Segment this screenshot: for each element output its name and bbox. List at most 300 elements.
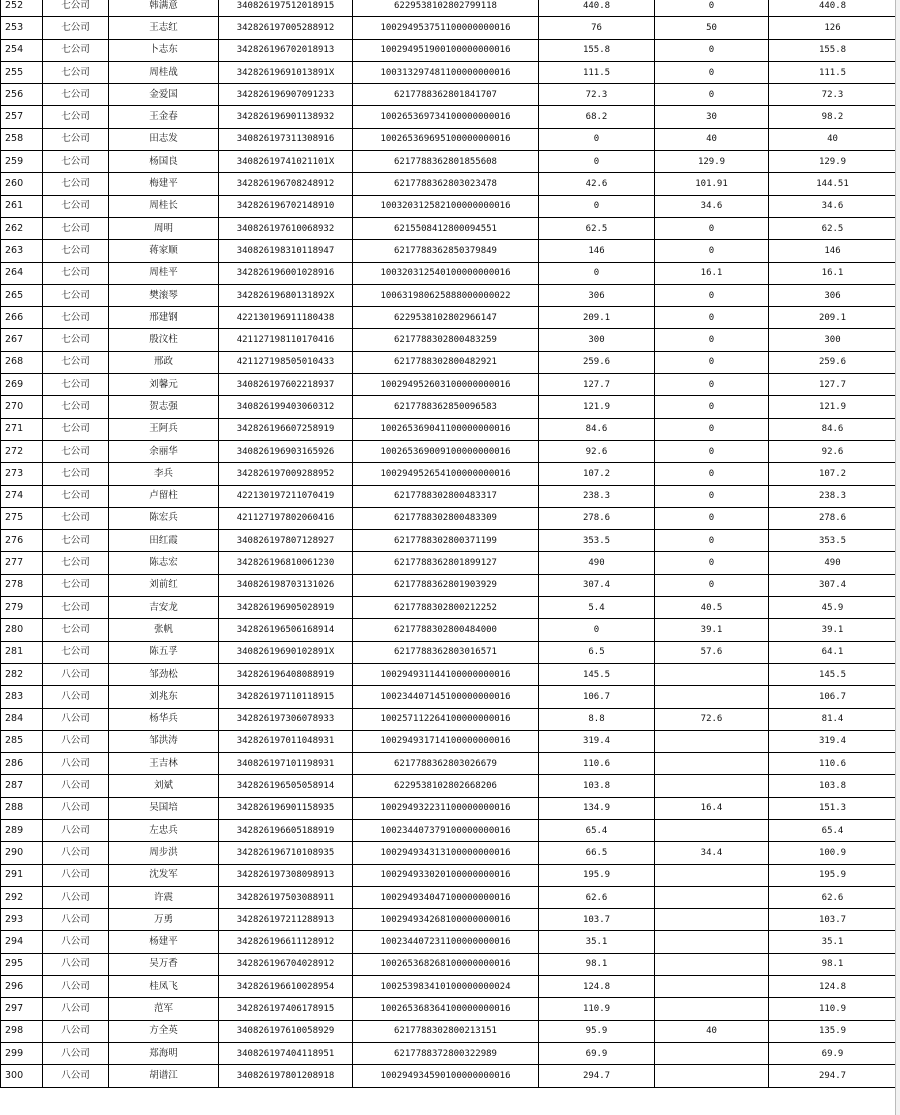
amount-a-cell[interactable]: 66.5 (539, 842, 655, 864)
name-cell[interactable]: 吴国培 (109, 797, 219, 819)
amount-a-cell[interactable]: 110.6 (539, 753, 655, 775)
account-cell[interactable]: 6217788362803023478 (353, 173, 539, 195)
amount-a-cell[interactable]: 490 (539, 552, 655, 574)
id-number-cell[interactable]: 340826197101198931 (219, 753, 353, 775)
name-cell[interactable]: 卢留柱 (109, 485, 219, 507)
row-number[interactable]: 270 (1, 396, 43, 418)
name-cell[interactable]: 杨国良 (109, 151, 219, 173)
amount-a-cell[interactable]: 65.4 (539, 819, 655, 841)
company-cell[interactable]: 七公司 (43, 440, 109, 462)
account-cell[interactable]: 6217788362850096583 (353, 396, 539, 418)
account-cell[interactable]: 6229538102802668206 (353, 775, 539, 797)
total-cell[interactable]: 129.9 (769, 151, 897, 173)
row-number[interactable]: 290 (1, 842, 43, 864)
name-cell[interactable]: 桂凤飞 (109, 976, 219, 998)
id-number-cell[interactable]: 342826196611128912 (219, 931, 353, 953)
account-cell[interactable]: 6217788302800483309 (353, 507, 539, 529)
id-number-cell[interactable]: 342826196907091233 (219, 84, 353, 106)
id-number-cell[interactable]: 342826197005288912 (219, 17, 353, 39)
amount-b-cell[interactable]: 129.9 (655, 151, 769, 173)
amount-a-cell[interactable]: 134.9 (539, 797, 655, 819)
id-number-cell[interactable]: 340826197610058929 (219, 1020, 353, 1042)
total-cell[interactable]: 64.1 (769, 641, 897, 663)
name-cell[interactable]: 周桂长 (109, 195, 219, 217)
account-cell[interactable]: 6217788302800213151 (353, 1020, 539, 1042)
company-cell[interactable]: 七公司 (43, 217, 109, 239)
total-cell[interactable]: 84.6 (769, 418, 897, 440)
amount-b-cell[interactable]: 72.6 (655, 708, 769, 730)
amount-b-cell[interactable]: 34.6 (655, 195, 769, 217)
amount-b-cell[interactable] (655, 976, 769, 998)
company-cell[interactable]: 七公司 (43, 351, 109, 373)
row-number[interactable]: 299 (1, 1042, 43, 1064)
row-number[interactable]: 295 (1, 953, 43, 975)
id-number-cell[interactable]: 342826196901158935 (219, 797, 353, 819)
amount-a-cell[interactable]: 103.7 (539, 909, 655, 931)
amount-a-cell[interactable]: 307.4 (539, 574, 655, 596)
amount-b-cell[interactable]: 30 (655, 106, 769, 128)
row-number[interactable]: 279 (1, 597, 43, 619)
row-number[interactable]: 252 (1, 0, 43, 17)
row-number[interactable]: 265 (1, 284, 43, 306)
amount-b-cell[interactable]: 0 (655, 485, 769, 507)
name-cell[interactable]: 张帆 (109, 619, 219, 641)
amount-b-cell[interactable] (655, 931, 769, 953)
amount-b-cell[interactable] (655, 775, 769, 797)
account-cell[interactable]: 6217788362801899127 (353, 552, 539, 574)
name-cell[interactable]: 蒋家顺 (109, 240, 219, 262)
id-number-cell[interactable]: 421127198505010433 (219, 351, 353, 373)
name-cell[interactable]: 田红霞 (109, 530, 219, 552)
row-number[interactable]: 256 (1, 84, 43, 106)
total-cell[interactable]: 106.7 (769, 686, 897, 708)
name-cell[interactable]: 周桂平 (109, 262, 219, 284)
id-number-cell[interactable]: 421127198110170416 (219, 329, 353, 351)
total-cell[interactable]: 103.8 (769, 775, 897, 797)
account-cell[interactable]: 6217788302800483259 (353, 329, 539, 351)
id-number-cell[interactable]: 342826197503088911 (219, 886, 353, 908)
id-number-cell[interactable]: 342826196710108935 (219, 842, 353, 864)
total-cell[interactable]: 111.5 (769, 61, 897, 83)
id-number-cell[interactable]: 340826198310118947 (219, 240, 353, 262)
account-cell[interactable]: 6217788362801903929 (353, 574, 539, 596)
total-cell[interactable]: 65.4 (769, 819, 897, 841)
company-cell[interactable]: 八公司 (43, 1042, 109, 1064)
name-cell[interactable]: 邹劲松 (109, 663, 219, 685)
amount-b-cell[interactable]: 0 (655, 217, 769, 239)
row-number[interactable]: 255 (1, 61, 43, 83)
name-cell[interactable]: 韩满意 (109, 0, 219, 17)
id-number-cell[interactable]: 342826196708248912 (219, 173, 353, 195)
total-cell[interactable]: 92.6 (769, 440, 897, 462)
total-cell[interactable]: 62.5 (769, 217, 897, 239)
total-cell[interactable]: 103.7 (769, 909, 897, 931)
id-number-cell[interactable]: 342826196610028954 (219, 976, 353, 998)
company-cell[interactable]: 七公司 (43, 195, 109, 217)
amount-a-cell[interactable]: 209.1 (539, 307, 655, 329)
amount-b-cell[interactable]: 0 (655, 463, 769, 485)
company-cell[interactable]: 八公司 (43, 909, 109, 931)
total-cell[interactable]: 209.1 (769, 307, 897, 329)
amount-a-cell[interactable]: 127.7 (539, 374, 655, 396)
amount-b-cell[interactable]: 34.4 (655, 842, 769, 864)
total-cell[interactable]: 278.6 (769, 507, 897, 529)
total-cell[interactable]: 195.9 (769, 864, 897, 886)
company-cell[interactable]: 八公司 (43, 1020, 109, 1042)
amount-a-cell[interactable]: 155.8 (539, 39, 655, 61)
amount-a-cell[interactable]: 42.6 (539, 173, 655, 195)
total-cell[interactable]: 100.9 (769, 842, 897, 864)
amount-a-cell[interactable]: 0 (539, 262, 655, 284)
amount-b-cell[interactable] (655, 686, 769, 708)
account-cell[interactable]: 6217788362801841707 (353, 84, 539, 106)
name-cell[interactable]: 杨建平 (109, 931, 219, 953)
name-cell[interactable]: 贺志强 (109, 396, 219, 418)
row-number[interactable]: 285 (1, 730, 43, 752)
name-cell[interactable]: 刘前红 (109, 574, 219, 596)
name-cell[interactable]: 周步洪 (109, 842, 219, 864)
amount-b-cell[interactable] (655, 909, 769, 931)
name-cell[interactable]: 杨华兵 (109, 708, 219, 730)
account-cell[interactable]: 6217788362803016571 (353, 641, 539, 663)
account-cell[interactable]: 100631980625888000000022 (353, 284, 539, 306)
account-cell[interactable]: 6215508412800094551 (353, 217, 539, 239)
id-number-cell[interactable]: 340826197610068932 (219, 217, 353, 239)
name-cell[interactable]: 郑海明 (109, 1042, 219, 1064)
amount-b-cell[interactable] (655, 1065, 769, 1087)
company-cell[interactable]: 八公司 (43, 931, 109, 953)
amount-b-cell[interactable] (655, 730, 769, 752)
amount-a-cell[interactable]: 62.5 (539, 217, 655, 239)
company-cell[interactable]: 八公司 (43, 730, 109, 752)
id-number-cell[interactable]: 342826197306078933 (219, 708, 353, 730)
amount-a-cell[interactable]: 300 (539, 329, 655, 351)
company-cell[interactable]: 七公司 (43, 552, 109, 574)
row-number[interactable]: 293 (1, 909, 43, 931)
company-cell[interactable]: 七公司 (43, 173, 109, 195)
amount-a-cell[interactable]: 0 (539, 619, 655, 641)
id-number-cell[interactable]: 342826197308098913 (219, 864, 353, 886)
name-cell[interactable]: 刘馨元 (109, 374, 219, 396)
amount-a-cell[interactable]: 92.6 (539, 440, 655, 462)
account-cell[interactable]: 100294934268100000000016 (353, 909, 539, 931)
amount-a-cell[interactable]: 440.8 (539, 0, 655, 17)
name-cell[interactable]: 邢政 (109, 351, 219, 373)
name-cell[interactable]: 左忠兵 (109, 819, 219, 841)
amount-a-cell[interactable]: 106.7 (539, 686, 655, 708)
amount-a-cell[interactable]: 294.7 (539, 1065, 655, 1087)
company-cell[interactable]: 七公司 (43, 61, 109, 83)
company-cell[interactable]: 七公司 (43, 284, 109, 306)
amount-b-cell[interactable]: 0 (655, 240, 769, 262)
amount-b-cell[interactable]: 0 (655, 418, 769, 440)
amount-b-cell[interactable]: 0 (655, 530, 769, 552)
amount-a-cell[interactable]: 62.6 (539, 886, 655, 908)
account-cell[interactable]: 100257112264100000000016 (353, 708, 539, 730)
total-cell[interactable]: 440.8 (769, 0, 897, 17)
company-cell[interactable]: 七公司 (43, 641, 109, 663)
id-number-cell[interactable]: 342826196408088919 (219, 663, 353, 685)
company-cell[interactable]: 七公司 (43, 84, 109, 106)
row-number[interactable]: 288 (1, 797, 43, 819)
company-cell[interactable]: 八公司 (43, 998, 109, 1020)
total-cell[interactable]: 98.1 (769, 953, 897, 975)
name-cell[interactable]: 卜志东 (109, 39, 219, 61)
name-cell[interactable]: 王阿兵 (109, 418, 219, 440)
amount-b-cell[interactable] (655, 998, 769, 1020)
amount-a-cell[interactable]: 72.3 (539, 84, 655, 106)
id-number-cell[interactable]: 34282619680131892X (219, 284, 353, 306)
total-cell[interactable]: 62.6 (769, 886, 897, 908)
id-number-cell[interactable]: 342826196605188919 (219, 819, 353, 841)
amount-b-cell[interactable]: 0 (655, 284, 769, 306)
amount-a-cell[interactable]: 103.8 (539, 775, 655, 797)
name-cell[interactable]: 邹洪涛 (109, 730, 219, 752)
name-cell[interactable]: 吴万香 (109, 953, 219, 975)
company-cell[interactable]: 八公司 (43, 663, 109, 685)
amount-b-cell[interactable] (655, 819, 769, 841)
row-number[interactable]: 259 (1, 151, 43, 173)
total-cell[interactable]: 69.9 (769, 1042, 897, 1064)
row-number[interactable]: 257 (1, 106, 43, 128)
company-cell[interactable]: 七公司 (43, 128, 109, 150)
amount-a-cell[interactable]: 146 (539, 240, 655, 262)
id-number-cell[interactable]: 340826197311308916 (219, 128, 353, 150)
row-number[interactable]: 280 (1, 619, 43, 641)
amount-b-cell[interactable]: 0 (655, 552, 769, 574)
id-number-cell[interactable]: 340826196903165926 (219, 440, 353, 462)
amount-b-cell[interactable] (655, 886, 769, 908)
name-cell[interactable]: 李兵 (109, 463, 219, 485)
amount-b-cell[interactable]: 0 (655, 329, 769, 351)
amount-a-cell[interactable]: 111.5 (539, 61, 655, 83)
company-cell[interactable]: 八公司 (43, 819, 109, 841)
row-number[interactable]: 253 (1, 17, 43, 39)
total-cell[interactable]: 45.9 (769, 597, 897, 619)
company-cell[interactable]: 七公司 (43, 106, 109, 128)
account-cell[interactable]: 100294934313100000000016 (353, 842, 539, 864)
total-cell[interactable]: 259.6 (769, 351, 897, 373)
id-number-cell[interactable]: 34082619690102891X (219, 641, 353, 663)
name-cell[interactable]: 殷汶柱 (109, 329, 219, 351)
company-cell[interactable]: 七公司 (43, 463, 109, 485)
account-cell[interactable]: 100265369009100000000016 (353, 440, 539, 462)
amount-b-cell[interactable]: 40.5 (655, 597, 769, 619)
row-number[interactable]: 272 (1, 440, 43, 462)
account-cell[interactable]: 100234407379100000000016 (353, 819, 539, 841)
name-cell[interactable]: 田志发 (109, 128, 219, 150)
id-number-cell[interactable]: 342826197406178915 (219, 998, 353, 1020)
amount-a-cell[interactable]: 259.6 (539, 351, 655, 373)
amount-a-cell[interactable]: 306 (539, 284, 655, 306)
account-cell[interactable]: 100294934047100000000016 (353, 886, 539, 908)
name-cell[interactable]: 方全英 (109, 1020, 219, 1042)
amount-b-cell[interactable]: 40 (655, 128, 769, 150)
name-cell[interactable]: 陈宏兵 (109, 507, 219, 529)
account-cell[interactable]: 100253983410100000000024 (353, 976, 539, 998)
company-cell[interactable]: 七公司 (43, 530, 109, 552)
amount-b-cell[interactable]: 0 (655, 61, 769, 83)
total-cell[interactable]: 98.2 (769, 106, 897, 128)
total-cell[interactable]: 155.8 (769, 39, 897, 61)
company-cell[interactable]: 七公司 (43, 418, 109, 440)
id-number-cell[interactable]: 342826197011048931 (219, 730, 353, 752)
row-number[interactable]: 281 (1, 641, 43, 663)
id-number-cell[interactable]: 340826197807128927 (219, 530, 353, 552)
name-cell[interactable]: 范军 (109, 998, 219, 1020)
amount-b-cell[interactable]: 0 (655, 39, 769, 61)
id-number-cell[interactable]: 342826196506168914 (219, 619, 353, 641)
amount-a-cell[interactable]: 95.9 (539, 1020, 655, 1042)
amount-b-cell[interactable]: 0 (655, 307, 769, 329)
name-cell[interactable]: 刘兆东 (109, 686, 219, 708)
id-number-cell[interactable]: 342826196607258919 (219, 418, 353, 440)
total-cell[interactable]: 124.8 (769, 976, 897, 998)
account-cell[interactable]: 6217788302800212252 (353, 597, 539, 619)
row-number[interactable]: 254 (1, 39, 43, 61)
amount-b-cell[interactable]: 16.1 (655, 262, 769, 284)
row-number[interactable]: 278 (1, 574, 43, 596)
account-cell[interactable]: 6229538102802966147 (353, 307, 539, 329)
company-cell[interactable]: 七公司 (43, 17, 109, 39)
amount-b-cell[interactable] (655, 663, 769, 685)
id-number-cell[interactable]: 342826197009288952 (219, 463, 353, 485)
account-cell[interactable]: 6217788372800322989 (353, 1042, 539, 1064)
amount-b-cell[interactable]: 16.4 (655, 797, 769, 819)
id-number-cell[interactable]: 342826196702018913 (219, 39, 353, 61)
amount-a-cell[interactable]: 5.4 (539, 597, 655, 619)
company-cell[interactable]: 七公司 (43, 597, 109, 619)
total-cell[interactable]: 144.51 (769, 173, 897, 195)
total-cell[interactable]: 72.3 (769, 84, 897, 106)
company-cell[interactable]: 八公司 (43, 686, 109, 708)
company-cell[interactable]: 八公司 (43, 775, 109, 797)
row-number[interactable]: 300 (1, 1065, 43, 1087)
row-number[interactable]: 277 (1, 552, 43, 574)
account-cell[interactable]: 100294931144100000000016 (353, 663, 539, 685)
amount-a-cell[interactable]: 84.6 (539, 418, 655, 440)
account-cell[interactable]: 100294932231100000000016 (353, 797, 539, 819)
amount-a-cell[interactable]: 319.4 (539, 730, 655, 752)
company-cell[interactable]: 七公司 (43, 485, 109, 507)
total-cell[interactable]: 110.9 (769, 998, 897, 1020)
company-cell[interactable]: 八公司 (43, 953, 109, 975)
amount-a-cell[interactable]: 110.9 (539, 998, 655, 1020)
row-number[interactable]: 268 (1, 351, 43, 373)
total-cell[interactable]: 353.5 (769, 530, 897, 552)
amount-a-cell[interactable]: 6.5 (539, 641, 655, 663)
total-cell[interactable]: 151.3 (769, 797, 897, 819)
scrollbar-edge[interactable] (895, 0, 900, 1115)
row-number[interactable]: 274 (1, 485, 43, 507)
amount-a-cell[interactable]: 278.6 (539, 507, 655, 529)
total-cell[interactable]: 127.7 (769, 374, 897, 396)
name-cell[interactable]: 吉安龙 (109, 597, 219, 619)
account-cell[interactable]: 6217788302800482921 (353, 351, 539, 373)
row-number[interactable]: 275 (1, 507, 43, 529)
amount-b-cell[interactable]: 0 (655, 507, 769, 529)
amount-b-cell[interactable]: 50 (655, 17, 769, 39)
row-number[interactable]: 297 (1, 998, 43, 1020)
amount-b-cell[interactable]: 0 (655, 440, 769, 462)
total-cell[interactable]: 126 (769, 17, 897, 39)
row-number[interactable]: 291 (1, 864, 43, 886)
id-number-cell[interactable]: 422130197211070419 (219, 485, 353, 507)
account-cell[interactable]: 100294933020100000000016 (353, 864, 539, 886)
name-cell[interactable]: 刘斌 (109, 775, 219, 797)
name-cell[interactable]: 胡谱江 (109, 1065, 219, 1087)
row-number[interactable]: 276 (1, 530, 43, 552)
name-cell[interactable]: 金爱国 (109, 84, 219, 106)
row-number[interactable]: 283 (1, 686, 43, 708)
row-number[interactable]: 258 (1, 128, 43, 150)
name-cell[interactable]: 梅建平 (109, 173, 219, 195)
name-cell[interactable]: 余丽华 (109, 440, 219, 462)
total-cell[interactable]: 110.6 (769, 753, 897, 775)
total-cell[interactable]: 39.1 (769, 619, 897, 641)
id-number-cell[interactable]: 342826196505058914 (219, 775, 353, 797)
amount-b-cell[interactable] (655, 753, 769, 775)
amount-a-cell[interactable]: 195.9 (539, 864, 655, 886)
row-number[interactable]: 284 (1, 708, 43, 730)
company-cell[interactable]: 七公司 (43, 574, 109, 596)
row-number[interactable]: 260 (1, 173, 43, 195)
total-cell[interactable]: 146 (769, 240, 897, 262)
id-number-cell[interactable]: 34282619691013891X (219, 61, 353, 83)
row-number[interactable]: 296 (1, 976, 43, 998)
id-number-cell[interactable]: 342826197110118915 (219, 686, 353, 708)
row-number[interactable]: 282 (1, 663, 43, 685)
name-cell[interactable]: 周明 (109, 217, 219, 239)
company-cell[interactable]: 八公司 (43, 753, 109, 775)
name-cell[interactable]: 樊滚琴 (109, 284, 219, 306)
total-cell[interactable]: 145.5 (769, 663, 897, 685)
amount-b-cell[interactable]: 0 (655, 396, 769, 418)
company-cell[interactable]: 七公司 (43, 374, 109, 396)
total-cell[interactable]: 307.4 (769, 574, 897, 596)
amount-a-cell[interactable]: 35.1 (539, 931, 655, 953)
id-number-cell[interactable]: 342826196001028916 (219, 262, 353, 284)
company-cell[interactable]: 八公司 (43, 708, 109, 730)
amount-a-cell[interactable]: 107.2 (539, 463, 655, 485)
account-cell[interactable]: 100294951900100000000016 (353, 39, 539, 61)
amount-a-cell[interactable]: 353.5 (539, 530, 655, 552)
account-cell[interactable]: 6217788302800484000 (353, 619, 539, 641)
row-number[interactable]: 267 (1, 329, 43, 351)
total-cell[interactable]: 16.1 (769, 262, 897, 284)
amount-b-cell[interactable] (655, 953, 769, 975)
account-cell[interactable]: 100265368268100000000016 (353, 953, 539, 975)
id-number-cell[interactable]: 421127197802060416 (219, 507, 353, 529)
amount-a-cell[interactable]: 98.1 (539, 953, 655, 975)
account-cell[interactable]: 100320312582100000000016 (353, 195, 539, 217)
row-number[interactable]: 264 (1, 262, 43, 284)
account-cell[interactable]: 100294952603100000000016 (353, 374, 539, 396)
name-cell[interactable]: 王吉林 (109, 753, 219, 775)
total-cell[interactable]: 294.7 (769, 1065, 897, 1087)
id-number-cell[interactable]: 342826197211288913 (219, 909, 353, 931)
account-cell[interactable]: 100234407231100000000016 (353, 931, 539, 953)
total-cell[interactable]: 121.9 (769, 396, 897, 418)
amount-b-cell[interactable]: 0 (655, 0, 769, 17)
name-cell[interactable]: 王志红 (109, 17, 219, 39)
account-cell[interactable]: 100294931714100000000016 (353, 730, 539, 752)
account-cell[interactable]: 100294953751100000000016 (353, 17, 539, 39)
total-cell[interactable]: 490 (769, 552, 897, 574)
company-cell[interactable]: 八公司 (43, 976, 109, 998)
company-cell[interactable]: 七公司 (43, 507, 109, 529)
account-cell[interactable]: 6217788302800371199 (353, 530, 539, 552)
